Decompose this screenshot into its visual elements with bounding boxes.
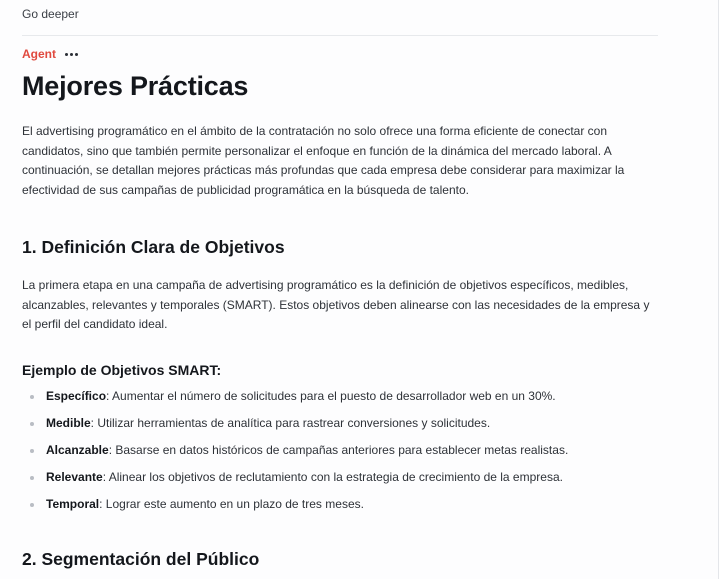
list-item xyxy=(22,388,658,405)
page-title: Mejores Prácticas xyxy=(22,71,249,101)
list-item-text: : Alinear los objetivos de reclutamiento con la estrategia de crecimiento de la empresa. xyxy=(102,469,563,484)
list-item-text: : Lograr este aumento en un plazo de tres meses. xyxy=(99,496,364,511)
smart-list xyxy=(22,388,658,513)
list-item-term: Temporal xyxy=(46,496,100,511)
intro-paragraph: El advertising programático en el ámbito de la contratación no solo ofrece una forma eficiente de conectar con candidatos, sino que también permite personalizar el enfoque en función de la dinámica del mercado laboral. A continuación, se detallan mejores prácticas más profundas que cada empresa debe considerar para maximizar la efectividad de sus campañas de publicidad programática en la búsqueda de talento. xyxy=(22,124,625,197)
list-item-term: Alcanzable xyxy=(46,442,109,457)
list-item xyxy=(22,415,658,432)
agent-header xyxy=(22,47,658,61)
list-item-term: Medible xyxy=(46,415,91,430)
message-content xyxy=(22,0,658,571)
list-item-term: Relevante xyxy=(46,469,103,484)
section-1-heading: 1. Definición Clara de Objetivos xyxy=(22,237,285,257)
list-item-term: Específico xyxy=(46,388,107,403)
smart-subheading: Ejemplo de Objetivos SMART: xyxy=(22,361,222,378)
list-item-text: : Basarse en datos históricos de campañas anteriores para establecer metas realistas. xyxy=(108,442,569,457)
section-1-paragraph: La primera etapa en una campaña de advertising programático es la definición de objetivos específicos, medibles, alcanzables, relevantes y temporales (SMART). Estos objetivos deben alinearse con las necesidades de la empresa y el perfil del candidato ideal. xyxy=(22,278,650,331)
list-item-text: : Aumentar el número de solicitudes para el puesto de desarrollador web en un 30%. xyxy=(106,388,556,403)
divider xyxy=(22,35,658,36)
list-item xyxy=(22,496,658,513)
section-2-heading: 2. Segmentación del Público xyxy=(22,548,260,569)
list-item xyxy=(22,469,658,486)
list-item xyxy=(22,442,658,459)
list-item-text: : Utilizar herramientas de analítica para rastrear conversiones y solicitudes. xyxy=(90,415,491,430)
go-deeper-link[interactable]: Go deeper xyxy=(22,7,79,21)
more-options-icon[interactable] xyxy=(65,53,78,56)
agent-label: Agent xyxy=(22,47,56,61)
